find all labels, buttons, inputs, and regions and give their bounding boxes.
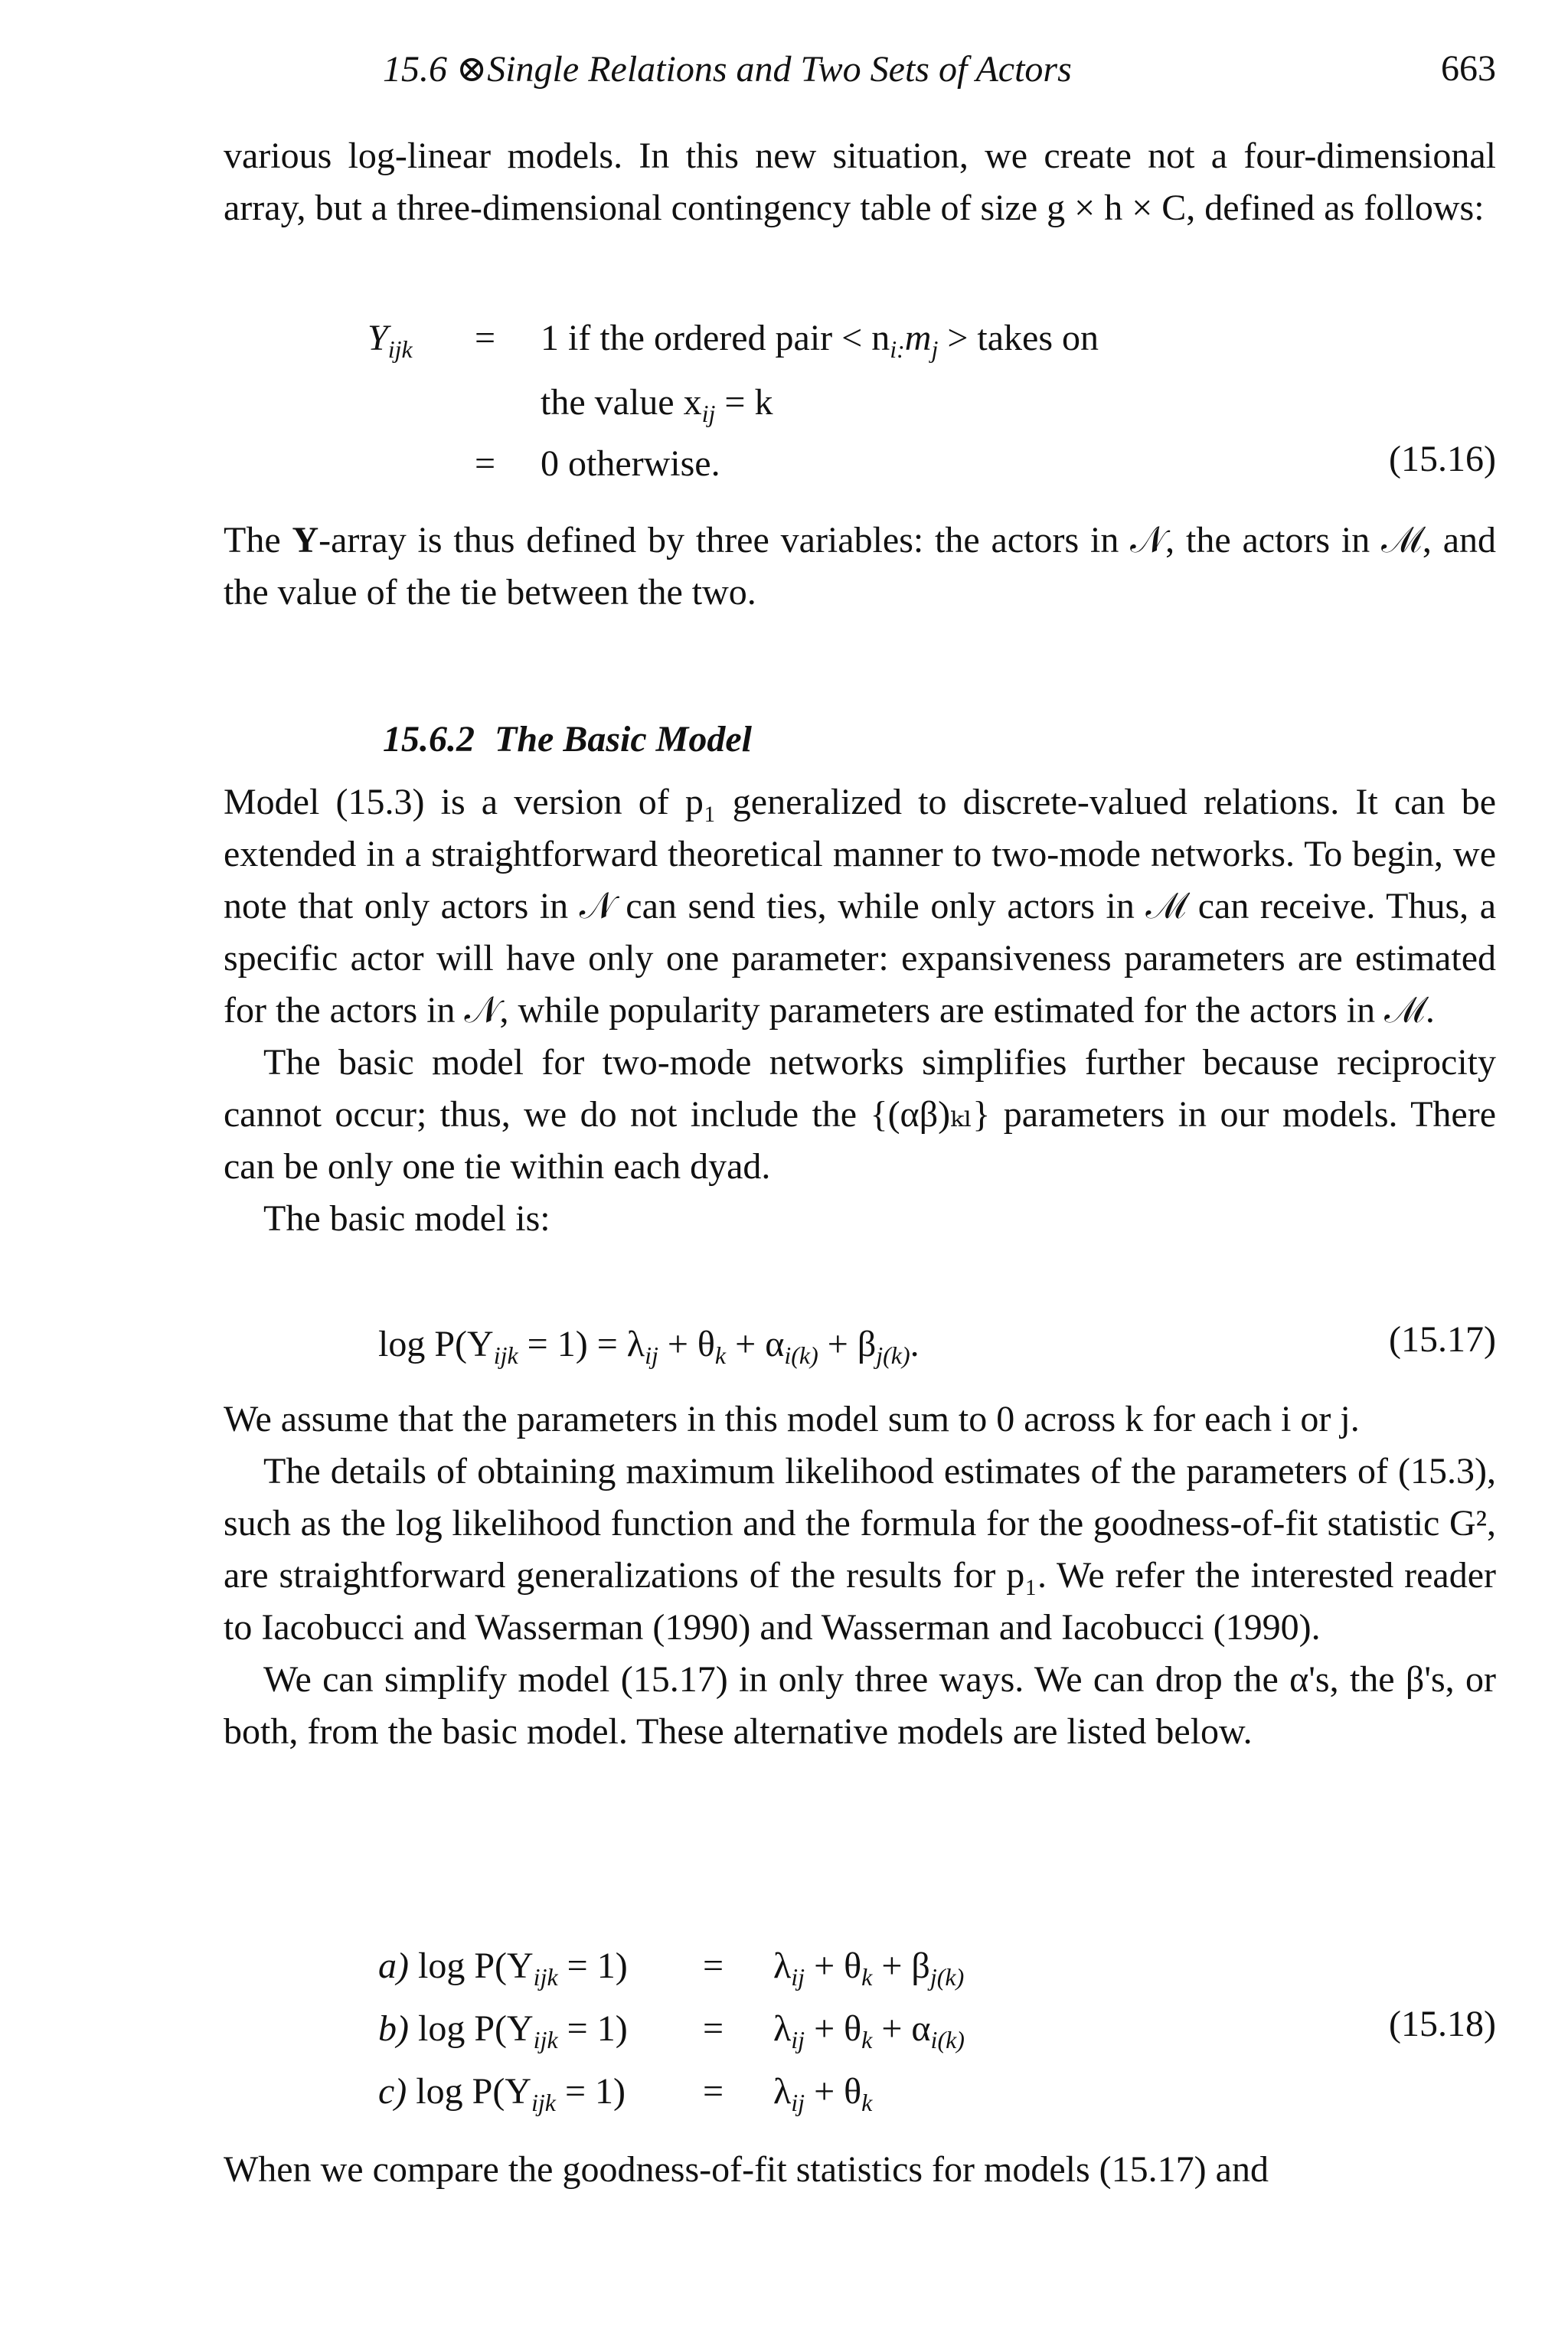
body-paragraphs xyxy=(224,1393,1496,1758)
assume-text: We assume that the parameters in this model sum to 0 across k for each i or j. xyxy=(224,1399,1360,1439)
section-number: 15.6.2 xyxy=(383,719,475,760)
model-text-1: Model (15.3) is a version of p₁ generalized to discrete-valued relations. It can be extended in a straightforward theoretical manner to two-mode networks. To begin, we note that only actors in 𝒩 can send ties, while only actors in ℳ can receive. Thus, a specific actor will have only one parameter: expansiveness parameters are estimated for the actors in 𝒩, while popularity parameters are estimated for the actors in ℳ. xyxy=(224,782,1496,1031)
eq-15-18-a-lhs: a) $\log P(Y_{ijk} = 1)$ xyxy=(378,1946,628,1991)
eq-15-18-a-rhs: $\lambda_{ij} + \theta_k + \beta_{j(k)}$ xyxy=(773,1946,965,1991)
eq-15-17: $\log P(Y_{ijk} = 1) = \lambda_{ij} + \theta_k + \alpha_{i(k)} + \beta_{j(k)}$. xyxy=(378,1324,920,1369)
page-number: 663 xyxy=(1441,48,1496,89)
eq-15-18-b-equals: = xyxy=(703,2008,724,2049)
model-text-3: The basic model is: xyxy=(263,1198,550,1239)
simplify-text: We can simplify model (15.17) in only three ways. We can drop the α's, the β's, or both, from the basic model. These alternative models are listed below. xyxy=(224,1659,1496,1752)
intro-paragraph xyxy=(224,130,1496,234)
eq-15-16-line-1: 1 if the ordered pair < $n_{i:}m_j$ > takes on xyxy=(541,318,1099,363)
eq-15-16-line-2: the value $x_{ij} = k$ xyxy=(541,382,773,427)
details-text: The details of obtaining maximum likelihood estimates of the parameters of (15.3), such as the log likelihood function and the formula for the goodness-of-fit statistic G², are straightforward generalizations of the results for p₁. We refer the interested reader to Iacobucci and Wasserman (1990) and Wasserman and Iacobucci (1990). xyxy=(224,1451,1496,1648)
running-header xyxy=(383,47,1496,109)
last-paragraph xyxy=(224,2144,1496,2196)
eq-15-16-line-3: 0 otherwise. xyxy=(541,443,720,484)
eq-15-16-equals-1: = xyxy=(475,318,496,358)
intro-text: various log-linear models. In this new situation, we create not a four-dimensional array, but a three-dimensional contingency table of size g × h × C, defined as follows: xyxy=(224,136,1496,228)
eq-15-18-a-equals: = xyxy=(703,1946,724,1986)
eq-15-17-number: (15.17) xyxy=(1389,1319,1496,1360)
model-paragraph-1 xyxy=(224,776,1496,1245)
y-array-paragraph: The Y-array is thus defined by three variables: the actors in 𝒩, the actors in ℳ, and the value of the tie between the two. xyxy=(224,520,1496,613)
section-heading xyxy=(383,718,752,760)
eq-15-18-number: (15.18) xyxy=(1389,2004,1496,2044)
section-title: The Basic Model xyxy=(495,719,752,760)
header-section-title: 15.6 ⊗Single Relations and Two Sets of Actors xyxy=(383,49,1072,90)
last-text: When we compare the goodness-of-fit statistics for models (15.17) and xyxy=(224,2149,1269,2190)
eq-15-16-number: (15.16) xyxy=(1389,439,1496,479)
eq-15-16-equals-2: = xyxy=(475,443,496,484)
eq-15-18-b-rhs: $\lambda_{ij} + \theta_k + \alpha_{i(k)}$ xyxy=(773,2008,965,2053)
model-text-2: The basic model for two-mode networks simplifies further because reciprocity cannot occur; thus, we do not include the {(αβ)ₖₗ} parameters in our models. There can be only one tie within each dyad. xyxy=(224,1042,1496,1187)
eq-15-18-b-lhs: b) $\log P(Y_{ijk} = 1)$ xyxy=(378,2008,628,2053)
eq-15-18-c-equals: = xyxy=(703,2071,724,2112)
eq-15-18-c-lhs: c) $\log P(Y_{ijk} = 1)$ xyxy=(378,2071,626,2116)
eq-15-18-c-rhs: $\lambda_{ij} + \theta_k$ xyxy=(773,2071,873,2116)
eq-15-16-lhs: $Y_{ijk}$ xyxy=(368,318,413,363)
